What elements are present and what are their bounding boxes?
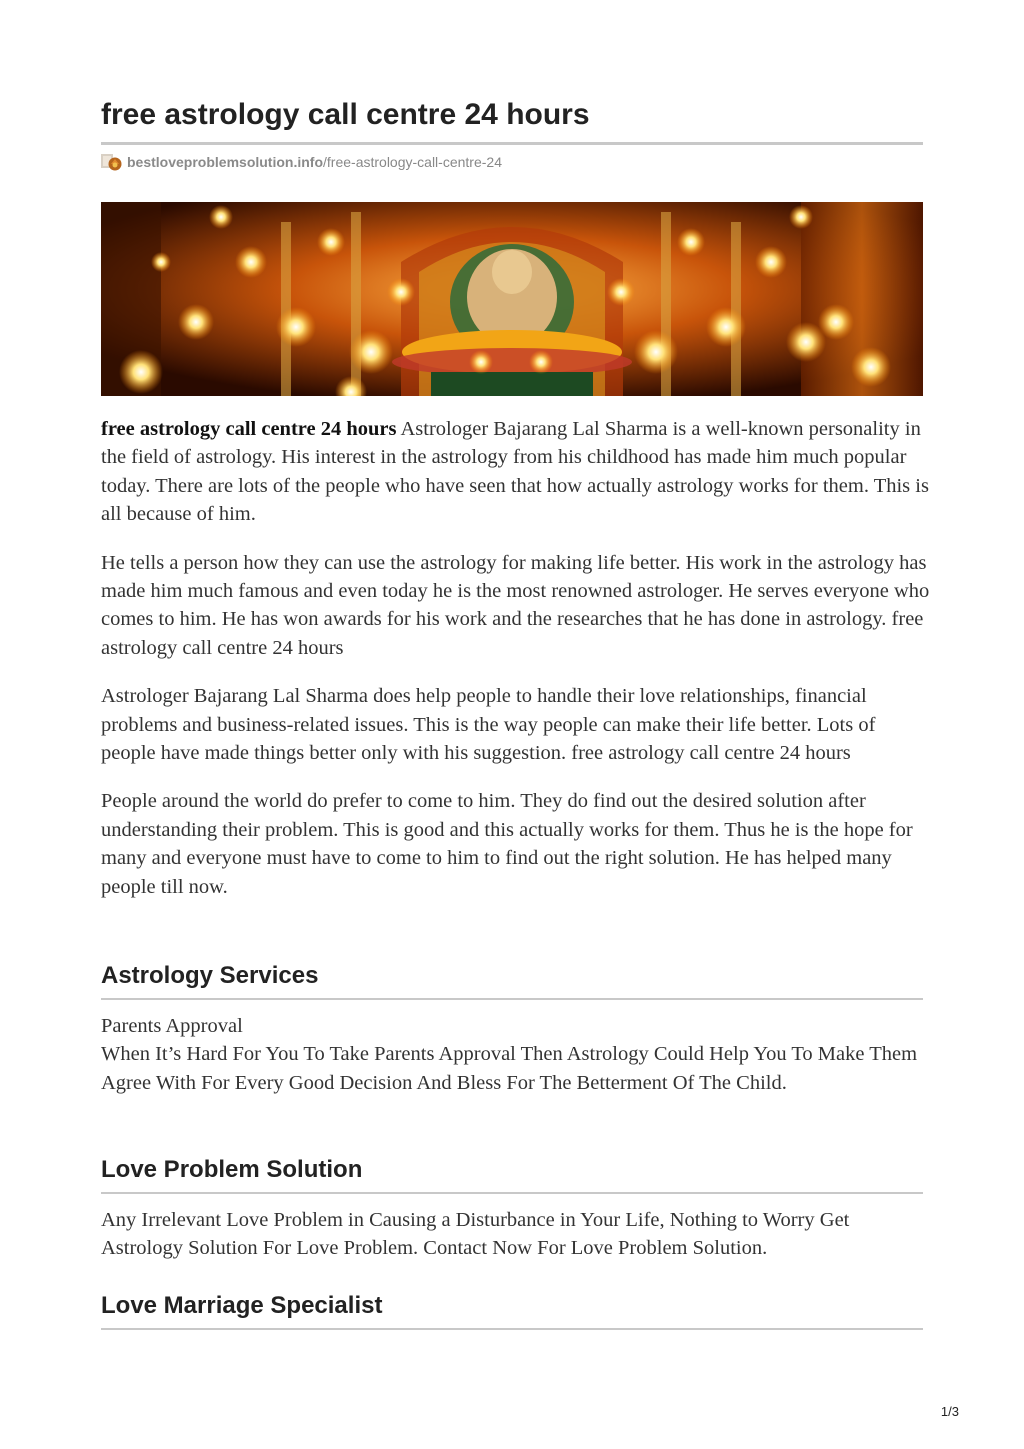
section-love-problem-solution — [101, 1154, 923, 1263]
section-subtitle: Parents Approval — [101, 1015, 243, 1037]
paragraph-2: He tells a person how they can use the astrology for making life better. His work in the astrology has made him much famous and even today he is the most renowned astrologer. He serves everyone who comes to him. He has won awards for his work and the researches that he has done in astrology. free astrology call centre 24 hours — [101, 551, 930, 659]
section-description: Any Irrelevant Love Problem in Causing a Disturbance in Your Life, Nothing to Worry Get Astrology Solution For Love Problem. Contact Now For Love Problem Solution. — [101, 1209, 850, 1260]
section-astrology-services — [101, 960, 923, 1097]
site-favicon-icon — [101, 152, 122, 172]
section-divider — [101, 1192, 923, 1194]
page-title: free astrology call centre 24 hours — [101, 98, 590, 131]
title-divider — [101, 142, 923, 145]
section-divider — [101, 1328, 923, 1330]
section-divider — [101, 998, 923, 1000]
paragraph-4: People around the world do prefer to come to him. They do find out the desired solution after understanding their problem. This is good and this actually works for them. Thus he is the hope for many and everyone must have to come to him to find out the right solution. He has helped many people till now. — [101, 790, 913, 898]
source-link[interactable] — [101, 152, 502, 172]
page-number: 1/3 — [940, 1404, 959, 1419]
section-text — [101, 1012, 931, 1097]
section-description: When It’s Hard For You To Take Parents Approval Then Astrology Could Help You To Make Them Agree With For Every Good Decision And Bless For The Betterment Of The Child. — [101, 1043, 918, 1094]
section-heading: Love Problem Solution — [101, 1156, 363, 1183]
section-heading: Love Marriage Specialist — [101, 1292, 383, 1319]
section-love-marriage-specialist — [101, 1290, 923, 1330]
paragraph-text: Astrologer Bajarang Lal Sharma is a well-known personality in the field of astrology. His interest in the astrology from his childhood has made him much popular today. There are lots of the people who have seen that how actually astrology works for them. This is all because of him. — [101, 418, 929, 526]
hero-image — [101, 202, 923, 396]
paragraph-1 — [101, 415, 931, 529]
section-heading: Astrology Services — [101, 962, 319, 989]
paragraph-lead: free astrology call centre 24 hours — [101, 418, 397, 440]
source-domain: bestloveproblemsolution.info — [127, 154, 324, 170]
paragraph-3: Astrologer Bajarang Lal Sharma does help people to handle their love relationships, financial problems and business-related issues. This is the way people can make their life better. Lots of people have made things better only with his suggestion. free astrology call centre 24 hours — [101, 685, 876, 765]
article-body — [101, 415, 931, 921]
source-path: /free-astrology-call-centre-24 — [323, 154, 502, 170]
temple-diyas-image — [101, 202, 923, 396]
